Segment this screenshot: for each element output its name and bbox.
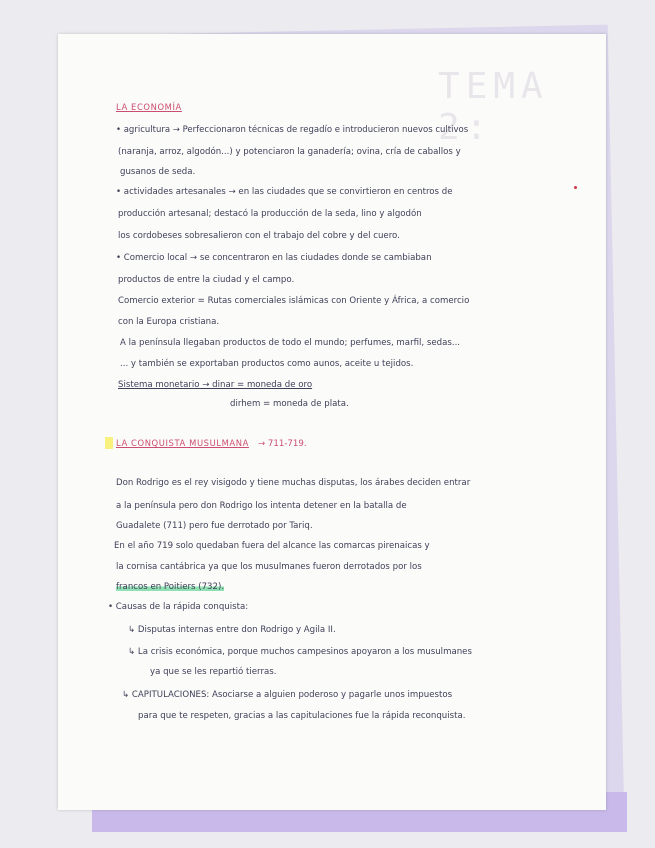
economia-line-5: producción artesanal; destacó la producción de la seda, lino y algodón (118, 209, 422, 219)
economia-line-2: (naranja, arroz, algodón...) y potenciaron la ganadería; ovina, cría de caballos y (118, 147, 461, 157)
economia-line-6: los cordobeses sobresalieron con el trabajo del cobre y del cuero. (118, 231, 400, 241)
economia-line-9: Comercio exterior = Rutas comerciales islámicas con Oriente y África, a comercio (118, 296, 470, 306)
conquista-years: → 711-719. (258, 439, 307, 449)
conquista-line-3: Guadalete (711) pero fue derrotado por Tariq. (116, 521, 313, 531)
conquista-line-10: ya que se les repartió tierras. (150, 667, 277, 677)
economia-line-12: ... y también se exportaban productos como aunos, aceite u tejidos. (120, 359, 414, 369)
heading-la-conquista-musulmana: LA CONQUISTA MUSULMANA (116, 438, 249, 448)
economia-line-3: gusanos de seda. (120, 167, 196, 177)
conquista-line-7: • Causas de la rápida conquista: (108, 602, 249, 612)
notebook-page (58, 34, 606, 810)
economia-line-14: dirhem = moneda de plata. (230, 399, 349, 409)
heading-la-economia: LA ECONOMÍA (116, 102, 182, 112)
economia-line-7: • Comercio local → se concentraron en las ciudades donde se cambiaban (116, 253, 432, 263)
conquista-line-9: ↳ La crisis económica, porque muchos campesinos apoyaron a los musulmanes (128, 647, 472, 657)
conquista-line-5: la cornisa cantábrica ya que los musulmanes fueron derrotados por los (116, 562, 422, 572)
conquista-line-4: En el año 719 solo quedaban fuera del alcance las comarcas pirenaicas y (114, 541, 430, 551)
red-dot (574, 186, 577, 189)
yellow-highlight-mark (105, 437, 113, 449)
conquista-line-2: a la península pero don Rodrigo los intenta detener en la batalla de (116, 501, 407, 511)
economia-line-11: A la península llegaban productos de todo el mundo; perfumes, marfil, sedas... (120, 338, 461, 348)
economia-line-13: Sistema monetario → dinar = moneda de oro (118, 380, 313, 390)
conquista-line-1: Don Rodrigo es el rey visigodo y tiene muchas disputas, los árabes deciden entrar (116, 478, 471, 488)
conquista-line-8: ↳ Disputas internas entre don Rodrigo y Agila II. (128, 625, 336, 635)
economia-line-8: productos de entre la ciudad y el campo. (118, 275, 295, 285)
conquista-line-12: para que te respeten, gracias a las capitulaciones fue la rápida reconquista. (138, 711, 466, 721)
economia-line-1: • agricultura → Perfeccionaron técnicas de regadío e introducieron nuevos cultivos (116, 125, 469, 135)
economia-line-10: con la Europa cristiana. (118, 317, 220, 327)
conquista-line-11: ↳ CAPITULACIONES: Asociarse a alguien poderoso y pagarle unos impuestos (122, 690, 453, 700)
ghost-title: TEMA 2: (438, 66, 549, 148)
economia-line-4: • actividades artesanales → en las ciudades que se convirtieron en centros de (116, 187, 453, 197)
conquista-line-6: francos en Poitiers (732). (116, 582, 225, 592)
